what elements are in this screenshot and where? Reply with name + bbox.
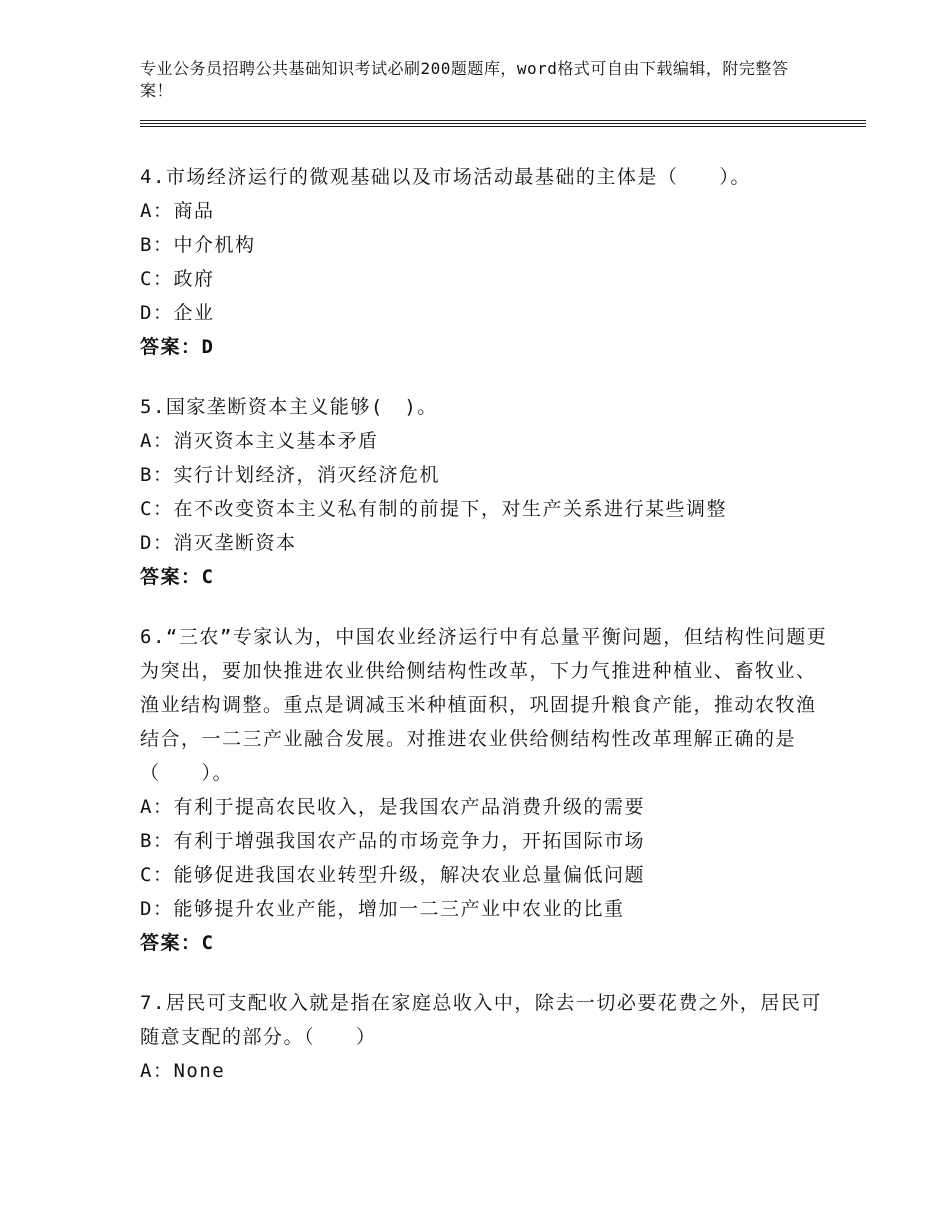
option-a: A：有利于提高农民收入，是我国农产品消费升级的需要 — [140, 796, 645, 818]
question-list — [140, 160, 830, 1114]
option-c: C：在不改变资本主义私有制的前提下，对生产关系进行某些调整 — [140, 498, 727, 520]
option-c: C：能够促进我国农业转型升级，解决农业总量偏低问题 — [140, 864, 645, 886]
option-a: A：商品 — [140, 200, 215, 222]
question-4 — [140, 160, 830, 364]
option-a: A：None — [140, 1060, 226, 1082]
option-b: B：有利于增强我国农产品的市场竞争力，开拓国际市场 — [140, 830, 645, 852]
page-header: 专业公务员招聘公共基础知识考试必刷200题题库，word格式可自由下载编辑，附完整答案！ — [140, 59, 789, 100]
answer-label: 答案：C — [140, 566, 215, 588]
option-b: B：中介机构 — [140, 234, 256, 256]
option-c: C：政府 — [140, 268, 215, 290]
answer-label: 答案：C — [140, 932, 215, 954]
option-d: D：消灭垄断资本 — [140, 532, 297, 554]
question-text: 4.市场经济运行的微观基础以及市场活动最基础的主体是（ ）。 — [140, 166, 751, 188]
option-a: A：消灭资本主义基本矛盾 — [140, 430, 379, 452]
header-divider — [140, 126, 866, 127]
question-text: 6.“三农”专家认为，中国农业经济运行中有总量平衡问题，但结构性问题更为突出，要加快推进农业供给侧结构性改革，下力气推进种植业、畜牧业、渔业结构调整。重点是调减玉米种植面积，巩固提升粮食产能，推动农牧渔结合，一二三产业融合发展。对推进农业供给侧结构性改革理解正确的是（ ）。 — [140, 626, 828, 784]
question-6 — [140, 620, 830, 960]
header-divider — [140, 120, 866, 121]
header-divider — [140, 123, 866, 124]
question-7 — [140, 986, 830, 1088]
question-5 — [140, 390, 830, 594]
question-text: 7.居民可支配收入就是指在家庭总收入中，除去一切必要花费之外，居民可随意支配的部分。（ ） — [140, 992, 822, 1048]
option-b: B：实行计划经济，消灭经济危机 — [140, 464, 440, 486]
option-d: D：能够提升农业产能，增加一二三产业中农业的比重 — [140, 898, 625, 920]
option-d: D：企业 — [140, 302, 215, 324]
answer-label: 答案：D — [140, 336, 215, 358]
question-text: 5.国家垄断资本主义能够( )。 — [140, 396, 438, 418]
